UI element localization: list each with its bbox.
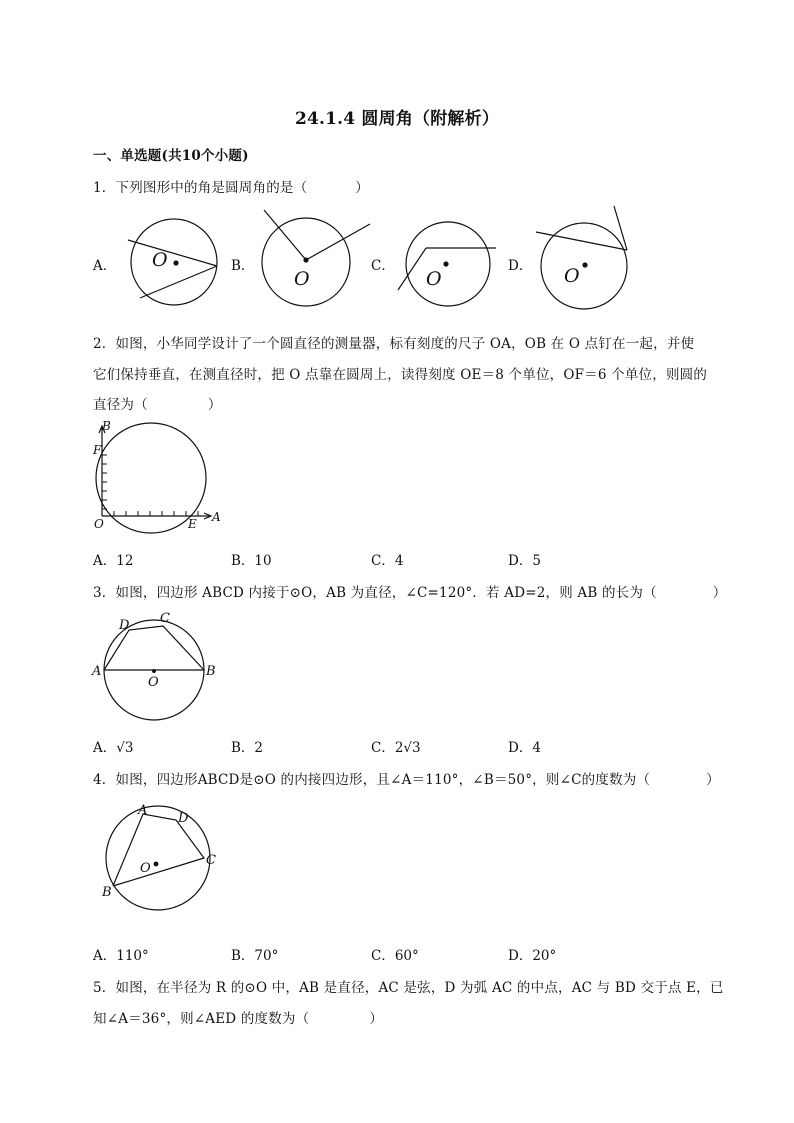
question-2-line-1: 2．如图，小华同学设计了一个圆直径的测量器，标有刻度的尺子 OA，OB 在 O 点钉在一起，并使 [93,336,695,352]
q1d-label-o: O [564,265,580,287]
q1-option-a[interactable]: A． [93,258,117,274]
page-title: 24.1.4 圆周角（附解析） [294,109,500,129]
q2-label-b: B [102,419,111,433]
q4-option-d[interactable]: D．20° [508,948,557,964]
q3-label-b: B [206,664,216,679]
q1c-label-o: O [426,268,442,290]
q3-option-c[interactable]: C．2√3 [371,740,421,756]
q1-figure-c [392,214,512,314]
q2-label-f: F [93,443,102,457]
q3-option-b[interactable]: B．2 [231,740,264,756]
q4-label-b: B [102,885,112,900]
question-3-stem: 3．如图，四边形 ABCD 内接于⊙O，AB 为直径，∠C=120°．若 AD=2，则 AB 的长为（ ） [93,585,727,601]
q3-label-c: C [160,611,170,626]
q2-option-d[interactable]: D．5 [508,553,541,569]
question-4-stem: 4．如图，四边形ABCD是⊙O 的内接四边形，且∠A＝110°，∠B＝50°，则∠C的度数为（ ） [93,772,720,788]
q2-option-a[interactable]: A．12 [93,553,134,569]
q2-label-o: O [94,517,104,531]
q1-option-b[interactable]: B． [231,258,255,274]
q3-label-a: A [92,664,102,679]
q3-label-o: O [148,675,159,690]
q2-label-e: E [188,517,197,531]
q3-option-a[interactable]: A．√3 [93,740,134,756]
q4-option-c[interactable]: C．60° [371,948,419,964]
q2-figure [90,418,230,538]
q4-label-o: O [140,861,151,876]
q4-option-b[interactable]: B．70° [231,948,279,964]
question-5-line-1: 5．如图，在半径为 R 的⊙O 中，AB 是直径，AC 是弦，D 为弧 AC 的中点，AC 与 BD 交于点 E，已 [93,980,724,996]
q1-option-c[interactable]: C． [371,258,395,274]
q4-label-a: A [138,803,148,818]
q1b-label-o: O [294,268,310,290]
question-5-line-2: 知∠A＝36°，则∠AED 的度数为（ ） [93,1011,384,1027]
q4-label-c: C [206,853,216,868]
q1-figure-b [252,208,362,308]
q1-figure-a [120,214,230,314]
section-heading: 一、单选题(共10个小题) [93,148,249,164]
q1a-label-o: O [152,249,168,271]
q1-option-d[interactable]: D． [508,258,533,274]
question-1-stem: 1．下列图形中的角是圆周角的是（ ） [93,180,369,196]
q3-label-d: D [119,618,130,633]
q4-option-a[interactable]: A．110° [93,948,149,964]
q4-figure [98,800,228,910]
q3-figure [92,608,222,723]
question-2-line-3: 直径为（ ） [93,397,222,413]
question-2-line-2: 它们保持垂直，在测直径时，把 O 点靠在圆周上，读得刻度 OE＝8 个单位，OF＝6 个单位，则圆的 [93,367,708,383]
q3-option-d[interactable]: D．4 [508,740,541,756]
q2-option-c[interactable]: C．4 [371,553,404,569]
q4-label-d: D [178,811,189,826]
q2-label-a: A [212,510,221,524]
q2-option-b[interactable]: B．10 [231,553,272,569]
q1-figure-d [534,204,654,314]
